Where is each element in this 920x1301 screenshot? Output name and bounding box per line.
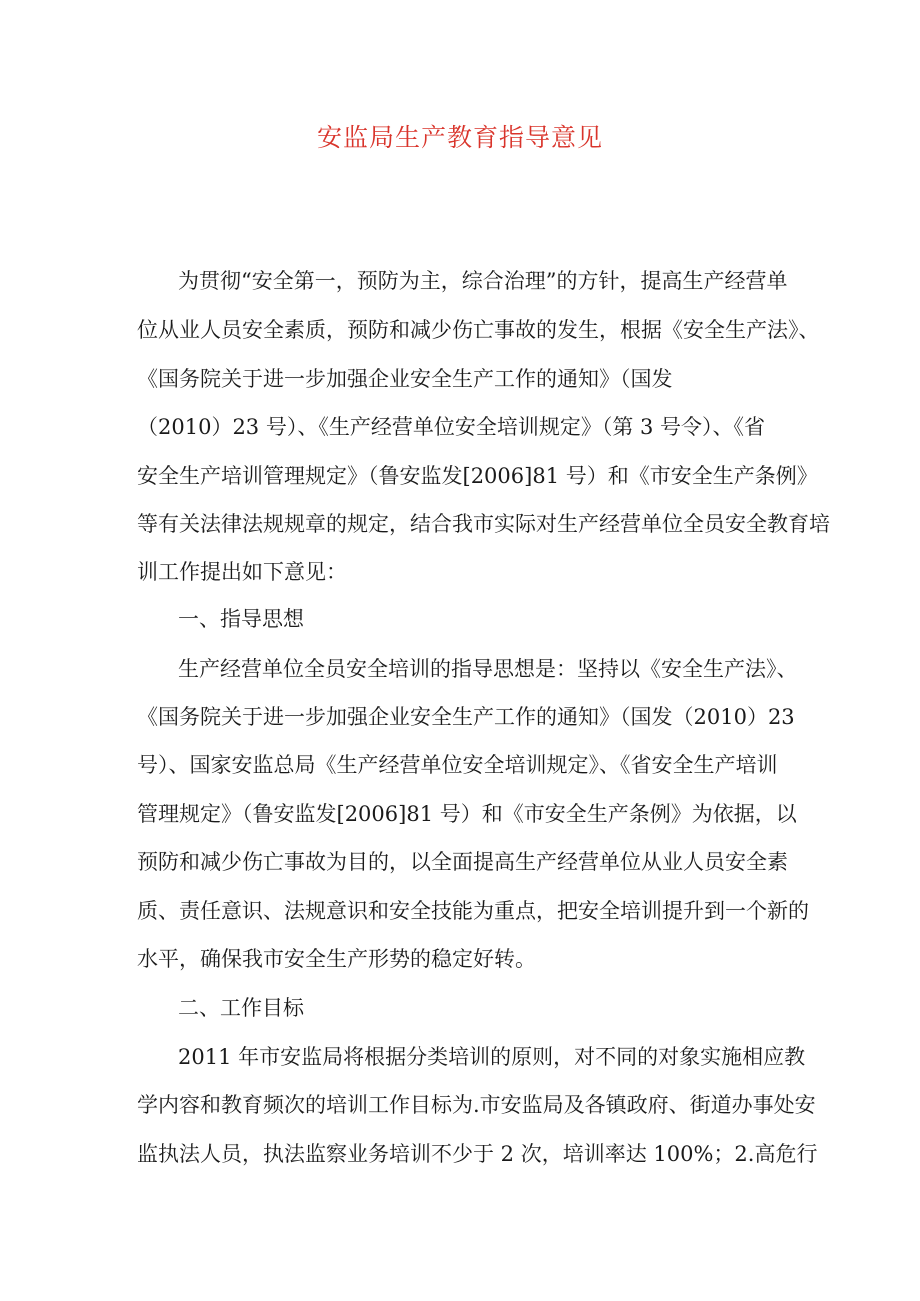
body-line: 预防和减少伤亡事故为目的，以全面提高生产经营单位从业人员安全素 (137, 850, 788, 874)
body-line: 号）、国家安监总局《生产经营单位安全培训规定》、《省安全生产培训 (137, 753, 778, 777)
section-heading: 二、工作目标 (178, 996, 304, 1020)
body-line: 监执法人员，执法监察业务培训不少于 2 次，培训率达 100%；2.高危行 (137, 1142, 818, 1166)
body-line: 学内容和教育频次的培训工作目标为.市安监局及各镇政府、街道办事处安 (137, 1093, 816, 1117)
body-line: 质、责任意识、法规意识和安全技能为重点，把安全培训提升到一个新的 (137, 899, 809, 923)
body-line: 2011 年市安监局将根据分类培训的原则，对不同的对象实施相应教 (178, 1045, 806, 1069)
body-line: （2010）23 号）、《生产经营单位安全培训规定》（第 3 号令）、《省 (137, 415, 766, 439)
body-line: 为贯彻“安全第一，预防为主，综合治理”的方针，提高生产经营单 (178, 269, 788, 293)
body-line: 等有关法律法规规章的规定，结合我市实际对生产经营单位全员安全教育培 (137, 512, 830, 536)
document-title: 安监局生产教育指导意见 (316, 123, 603, 152)
body-line: 水平，确保我市安全生产形势的稳定好转。 (137, 947, 536, 971)
section-heading: 一、指导思想 (178, 607, 304, 631)
body-line: 《国务院关于进一步加强企业安全生产工作的通知》（国发 (137, 367, 673, 391)
body-line: 位从业人员安全素质，预防和减少伤亡事故的发生，根据《安全生产法》、 (137, 318, 820, 342)
body-line: 安全生产培训管理规定》（鲁安监发[2006]81 号）和《市安全生产条例》 (137, 464, 818, 488)
body-line: 生产经营单位全员安全培训的指导思想是：坚持以《安全生产法》、 (178, 657, 798, 681)
body-line: 管理规定》（鲁安监发[2006]81 号）和《市安全生产条例》为依据，以 (137, 802, 797, 826)
body-line: 训工作提出如下意见： (137, 560, 347, 584)
body-line: 《国务院关于进一步加强企业安全生产工作的通知》（国发（2010）23 (137, 705, 795, 729)
